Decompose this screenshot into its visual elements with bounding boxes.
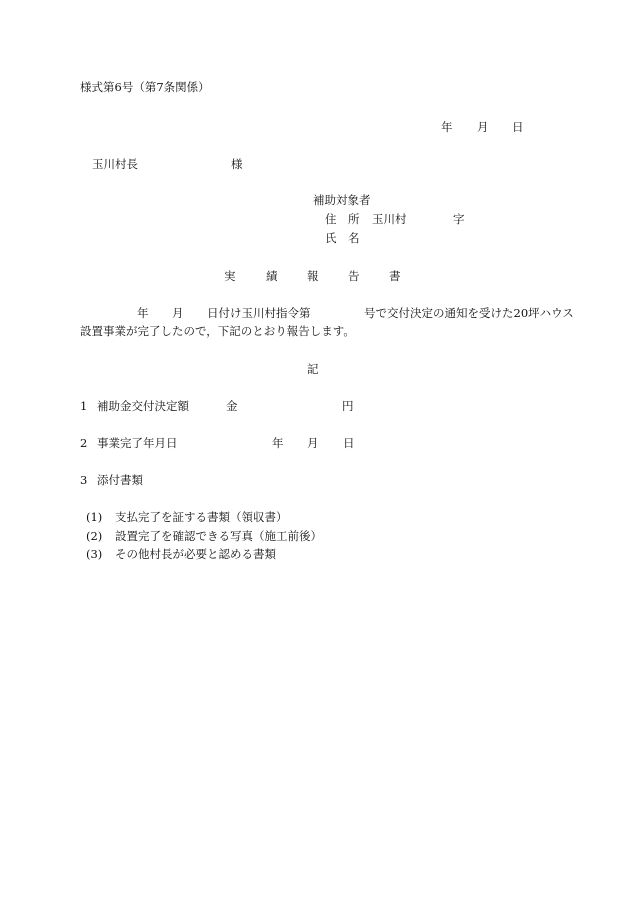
name-label: 氏 名 [325, 231, 360, 245]
attachment-text: 設置完了を確認できる写真（施工前後） [115, 529, 322, 543]
attachment-number: (2) [86, 529, 103, 543]
date-month: 月 [477, 120, 489, 134]
item3-number: 3 [80, 473, 88, 487]
body-mid: 日付け玉川村指令第 [207, 306, 311, 320]
item1-unit: 円 [342, 399, 354, 413]
address-aza: 字 [453, 212, 465, 226]
item3-label: 添付書類 [97, 473, 143, 487]
addressee-honorific: 様 [231, 157, 243, 171]
title-char: 報 [307, 269, 319, 283]
attachment-number: (3) [86, 547, 103, 561]
body-line2: 設置事業が完了したので，下記のとおり報告します。 [80, 324, 355, 338]
title-char: 告 [348, 269, 360, 283]
title-char: 績 [266, 269, 278, 283]
item2-label: 事業完了年月日 [97, 436, 178, 450]
item2-day: 日 [343, 436, 355, 450]
body-year: 年 [137, 306, 149, 320]
item1-label: 補助金交付決定額 [97, 399, 189, 413]
item2-number: 2 [80, 436, 88, 450]
title-char: 実 [224, 269, 236, 283]
applicant-heading: 補助対象者 [313, 193, 371, 207]
item1-number: 1 [80, 399, 88, 413]
address-value: 玉川村 [372, 212, 407, 226]
item2-year: 年 [272, 436, 284, 450]
title-char: 書 [389, 269, 401, 283]
attachment-number: (1) [86, 510, 103, 524]
attachment-text: その他村長が必要と認める書類 [115, 547, 276, 561]
item2-month: 月 [307, 436, 319, 450]
address-label: 住 所 [325, 212, 360, 226]
body-month: 月 [172, 306, 184, 320]
form-label: 様式第6号（第7条関係） [80, 80, 210, 94]
date-year: 年 [441, 120, 453, 134]
body-end: 号で交付決定の通知を受けた20坪ハウス [364, 306, 574, 320]
addressee-name: 玉川村長 [92, 157, 138, 171]
item1-prefix: 金 [226, 399, 238, 413]
ki-heading: 記 [307, 362, 319, 376]
attachment-text: 支払完了を証する書類（領収書） [115, 510, 288, 524]
date-day: 日 [512, 120, 524, 134]
